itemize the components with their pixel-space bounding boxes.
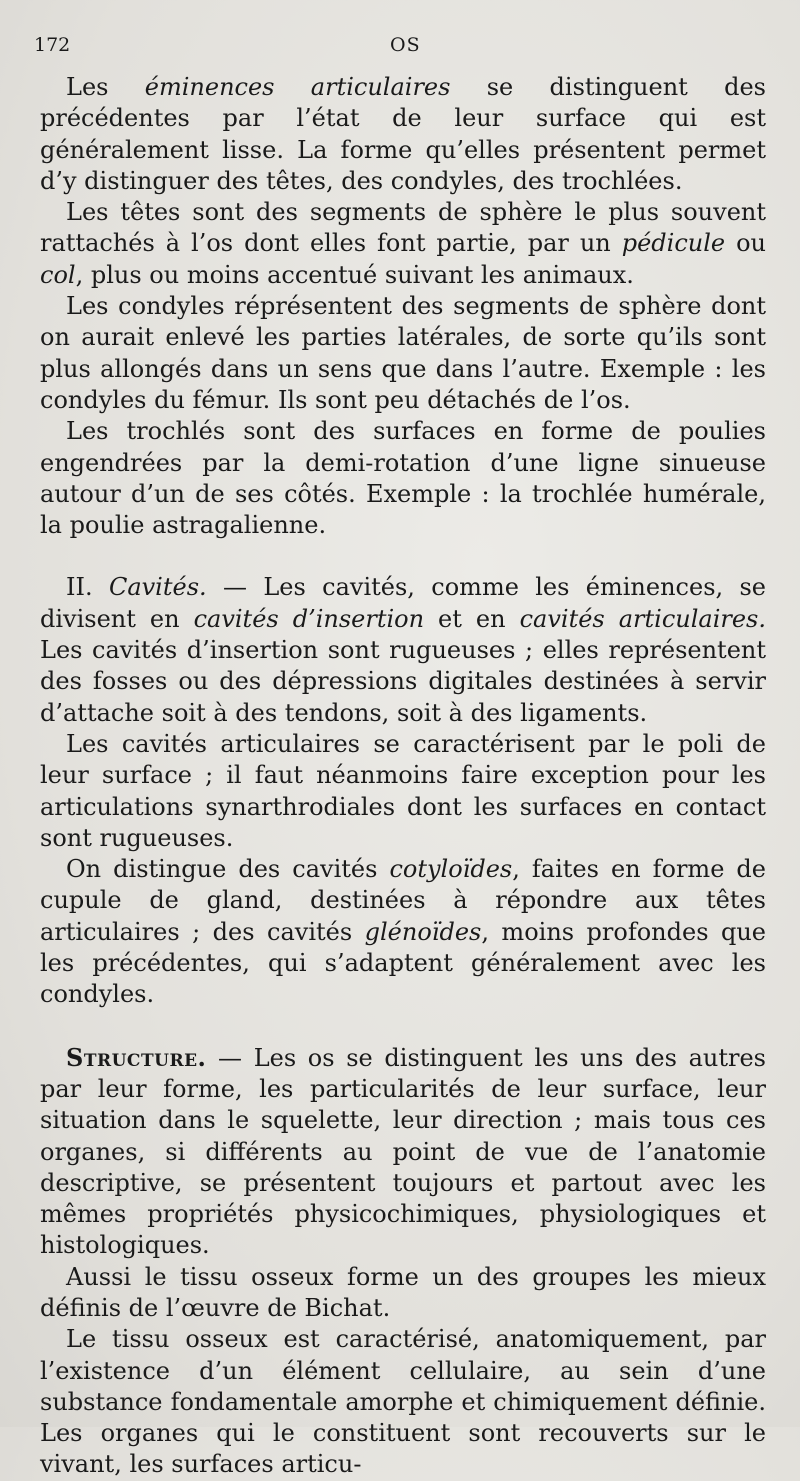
paragraph: [40, 1324, 766, 1480]
italic-term: cavités d’insertion: [193, 604, 425, 633]
text-run: ou: [725, 229, 766, 258]
italic-term: cavités articulaires.: [519, 604, 767, 633]
text-run: , moins profondes que les précédentes, qui s’adaptent généralement avec les condyles.: [40, 917, 766, 1009]
text-run: Aussi le tissu osseux forme un des groupes les mieux définis de l’œuvre de Bichat.: [40, 1262, 766, 1322]
italic-term: glénoïdes: [364, 917, 482, 946]
text-run: Les cavités articulaires se caractérisent par le poli de leur surface ; il faut néanmoins faire exception pour les articulations synarthrodiales dont les surfaces en contact sont rugueuses.: [40, 729, 766, 852]
text-run: Les cavités d’insertion sont rugueuses ; elles représentent des fosses ou des dépressions digitales destinées à servir d’attache soit à des tendons, soit à des ligaments.: [40, 636, 766, 727]
italic-term: col: [40, 260, 76, 289]
text-run: — Les os se distinguent les uns des autres par leur forme, les particularités de leur surface, leur situation dans le squelette, leur direction ; mais tous ces organes, si différents au point de vue de l’anatomie descriptive, se présentent toujours et partout avec les mêmes propriétés physicochimiques, physiologiques et histologiques.: [40, 1043, 766, 1260]
paragraph: [40, 572, 766, 728]
paragraph: [40, 291, 766, 416]
paragraph: [40, 72, 766, 197]
section-heading: Structure.: [66, 1042, 207, 1072]
text-run: Le tissu osseux est caractérisé, anatomiquement, par l’existence d’un élément cellulaire, au sein d’une substance fondamentale amorphe et chimiquement définie. Les organes qui le constituent sont recouverts sur le vivant, les surfaces articu-: [40, 1325, 766, 1479]
italic-term: cotyloïdes: [389, 855, 513, 884]
paragraph: [40, 1262, 766, 1325]
text-run: On distingue des cavités: [66, 855, 390, 884]
text-run: — Les cavités, comme les éminences, se divisent en: [40, 573, 767, 633]
body-text: [40, 72, 766, 1481]
text-run: , plus ou moins accentué suivant les animaux.: [75, 260, 634, 289]
paragraph: [40, 197, 766, 291]
paragraph: [40, 1042, 766, 1262]
text-run: se distinguent des précédentes par l’état de leur surface qui est généralement lisse. La forme qu’elles présentent permet d’y distinguer des têtes, des condyles, des trochlées.: [40, 73, 766, 195]
italic-term: Cavités.: [108, 573, 207, 602]
paragraph: [40, 854, 766, 1010]
text-run: II.: [66, 573, 109, 602]
paragraph: [40, 729, 766, 854]
text-run: Les: [66, 73, 145, 101]
page-header: [34, 34, 774, 58]
page-number: 172: [34, 34, 71, 56]
italic-term: éminences articulaires: [144, 73, 451, 101]
text-run: Les trochlés sont des surfaces en forme de poulies engendrées par la demi-rotation d’une ligne sinueuse autour d’un de ses côtés. Exemple : la trochlée humérale, la poulie astragalienne.: [40, 417, 766, 540]
text-run: et en: [424, 604, 520, 633]
text-run: , faites en forme de cupule de gland, destinées à répondre aux têtes articulaires ; des cavités: [40, 855, 766, 946]
text-run: Les condyles réprésentent des segments de sphère dont on aurait enlevé les parties latérales, de sorte qu’ils sont plus allongés dans un sens que dans l’autre. Exemple : les condyles du fémur. Ils sont peu détachés de l’os.: [40, 292, 766, 414]
paragraph: [40, 416, 766, 541]
italic-term: pédicule: [621, 229, 726, 258]
running-title: OS: [390, 34, 421, 56]
text-run: Les têtes sont des segments de sphère le plus souvent rattachés à l’os dont elles font partie, par un: [40, 198, 766, 258]
